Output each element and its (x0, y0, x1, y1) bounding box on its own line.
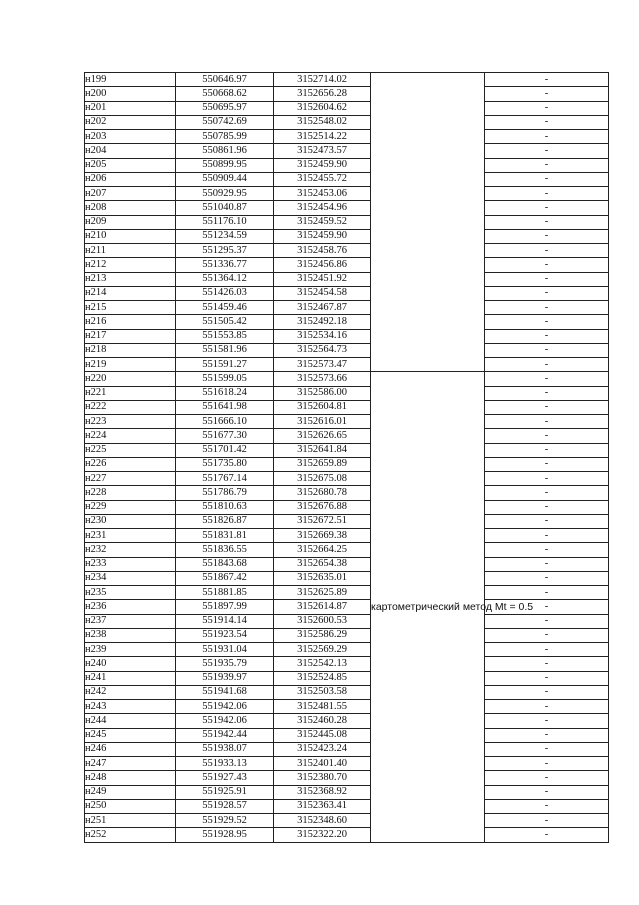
accuracy-dash-cell: - (485, 742, 609, 756)
coordinates-table-body (85, 73, 609, 843)
point-name-cell: н214 (85, 286, 176, 300)
x-coordinate-cell: 551843.68 (176, 557, 274, 571)
accuracy-dash-cell: - (485, 400, 609, 414)
y-coordinate-cell: 3152604.62 (274, 101, 371, 115)
accuracy-dash-cell: - (485, 73, 609, 87)
point-name-cell: н219 (85, 358, 176, 372)
table-row (85, 586, 609, 600)
x-coordinate-cell: 551914.14 (176, 614, 274, 628)
point-name-cell: н206 (85, 172, 176, 186)
y-coordinate-cell: 3152423.24 (274, 742, 371, 756)
x-coordinate-cell: 551581.96 (176, 343, 274, 357)
x-coordinate-cell: 551897.99 (176, 600, 274, 614)
accuracy-dash-cell: - (485, 529, 609, 543)
y-coordinate-cell: 3152348.60 (274, 814, 371, 828)
table-row (85, 828, 609, 842)
table-row (85, 486, 609, 500)
table-row (85, 557, 609, 571)
table-row (85, 201, 609, 215)
point-name-cell: н200 (85, 87, 176, 101)
x-coordinate-cell: 551928.95 (176, 828, 274, 842)
x-coordinate-cell: 551666.10 (176, 415, 274, 429)
table-row (85, 671, 609, 685)
x-coordinate-cell: 550646.97 (176, 73, 274, 87)
accuracy-dash-cell: - (485, 543, 609, 557)
x-coordinate-cell: 551867.42 (176, 571, 274, 585)
y-coordinate-cell: 3152458.76 (274, 244, 371, 258)
accuracy-dash-cell: - (485, 628, 609, 642)
accuracy-dash-cell: - (485, 130, 609, 144)
table-row (85, 571, 609, 585)
point-name-cell: н245 (85, 728, 176, 742)
point-name-cell: н221 (85, 386, 176, 400)
accuracy-dash-cell: - (485, 614, 609, 628)
x-coordinate-cell: 551701.42 (176, 443, 274, 457)
point-name-cell: н228 (85, 486, 176, 500)
y-coordinate-cell: 3152459.52 (274, 215, 371, 229)
point-name-cell: н231 (85, 529, 176, 543)
table-row (85, 714, 609, 728)
y-coordinate-cell: 3152676.88 (274, 500, 371, 514)
point-name-cell: н212 (85, 258, 176, 272)
y-coordinate-cell: 3152714.02 (274, 73, 371, 87)
accuracy-dash-cell: - (485, 329, 609, 343)
point-name-cell: н246 (85, 742, 176, 756)
y-coordinate-cell: 3152492.18 (274, 315, 371, 329)
x-coordinate-cell: 551938.07 (176, 742, 274, 756)
point-name-cell: н234 (85, 571, 176, 585)
x-coordinate-cell: 551336.77 (176, 258, 274, 272)
table-row (85, 315, 609, 329)
x-coordinate-cell: 551234.59 (176, 229, 274, 243)
coordinates-table (84, 72, 609, 843)
y-coordinate-cell: 3152669.38 (274, 529, 371, 543)
accuracy-dash-cell: - (485, 700, 609, 714)
table-row (85, 343, 609, 357)
point-name-cell: н199 (85, 73, 176, 87)
accuracy-dash-cell: - (485, 657, 609, 671)
x-coordinate-cell: 551040.87 (176, 201, 274, 215)
x-coordinate-cell: 551923.54 (176, 628, 274, 642)
point-name-cell: н237 (85, 614, 176, 628)
table-row (85, 400, 609, 414)
accuracy-dash-cell: - (485, 799, 609, 813)
x-coordinate-cell: 550742.69 (176, 115, 274, 129)
point-name-cell: н208 (85, 201, 176, 215)
accuracy-dash-cell: - (485, 571, 609, 585)
y-coordinate-cell: 3152401.40 (274, 757, 371, 771)
accuracy-dash-cell: - (485, 472, 609, 486)
y-coordinate-cell: 3152548.02 (274, 115, 371, 129)
x-coordinate-cell: 551941.68 (176, 685, 274, 699)
y-coordinate-cell: 3152573.47 (274, 358, 371, 372)
x-coordinate-cell: 551735.80 (176, 457, 274, 471)
y-coordinate-cell: 3152625.89 (274, 586, 371, 600)
accuracy-dash-cell: - (485, 785, 609, 799)
accuracy-dash-cell: - (485, 201, 609, 215)
table-row (85, 728, 609, 742)
accuracy-dash-cell: - (485, 372, 609, 386)
accuracy-dash-cell: - (485, 415, 609, 429)
y-coordinate-cell: 3152514.22 (274, 130, 371, 144)
point-name-cell: н233 (85, 557, 176, 571)
y-coordinate-cell: 3152626.65 (274, 429, 371, 443)
table-row (85, 187, 609, 201)
y-coordinate-cell: 3152604.81 (274, 400, 371, 414)
y-coordinate-cell: 3152368.92 (274, 785, 371, 799)
table-row (85, 472, 609, 486)
accuracy-dash-cell: - (485, 215, 609, 229)
x-coordinate-cell: 551928.57 (176, 799, 274, 813)
y-coordinate-cell: 3152564.73 (274, 343, 371, 357)
x-coordinate-cell: 551553.85 (176, 329, 274, 343)
accuracy-dash-cell: - (485, 272, 609, 286)
y-coordinate-cell: 3152656.28 (274, 87, 371, 101)
point-name-cell: н225 (85, 443, 176, 457)
accuracy-dash-cell: - (485, 814, 609, 828)
table-row (85, 229, 609, 243)
table-row (85, 514, 609, 528)
point-name-cell: н220 (85, 372, 176, 386)
table-row (85, 87, 609, 101)
x-coordinate-cell: 551942.06 (176, 700, 274, 714)
x-coordinate-cell: 551929.52 (176, 814, 274, 828)
accuracy-dash-cell: - (485, 443, 609, 457)
point-name-cell: н209 (85, 215, 176, 229)
y-coordinate-cell: 3152664.25 (274, 543, 371, 557)
x-coordinate-cell: 551925.91 (176, 785, 274, 799)
y-coordinate-cell: 3152659.89 (274, 457, 371, 471)
y-coordinate-cell: 3152456.86 (274, 258, 371, 272)
point-name-cell: н201 (85, 101, 176, 115)
accuracy-dash-cell: - (485, 771, 609, 785)
point-name-cell: н235 (85, 586, 176, 600)
point-name-cell: н226 (85, 457, 176, 471)
table-row (85, 742, 609, 756)
table-row (85, 799, 609, 813)
point-name-cell: н251 (85, 814, 176, 828)
point-name-cell: н227 (85, 472, 176, 486)
y-coordinate-cell: 3152481.55 (274, 700, 371, 714)
y-coordinate-cell: 3152586.29 (274, 628, 371, 642)
table-row (85, 329, 609, 343)
accuracy-dash-cell: - (485, 158, 609, 172)
accuracy-dash-cell: - (485, 643, 609, 657)
point-name-cell: н216 (85, 315, 176, 329)
point-name-cell: н223 (85, 415, 176, 429)
accuracy-dash-cell: - (485, 343, 609, 357)
table-row (85, 500, 609, 514)
point-name-cell: н215 (85, 301, 176, 315)
x-coordinate-cell: 551459.46 (176, 301, 274, 315)
x-coordinate-cell: 551618.24 (176, 386, 274, 400)
y-coordinate-cell: 3152680.78 (274, 486, 371, 500)
accuracy-dash-cell: - (485, 429, 609, 443)
y-coordinate-cell: 3152600.53 (274, 614, 371, 628)
accuracy-dash-cell: - (485, 229, 609, 243)
y-coordinate-cell: 3152322.20 (274, 828, 371, 842)
accuracy-dash-cell: - (485, 486, 609, 500)
y-coordinate-cell: 3152675.08 (274, 472, 371, 486)
accuracy-dash-cell: - (485, 301, 609, 315)
point-name-cell: н248 (85, 771, 176, 785)
table-row (85, 101, 609, 115)
x-coordinate-cell: 550695.97 (176, 101, 274, 115)
x-coordinate-cell: 551826.87 (176, 514, 274, 528)
point-name-cell: н240 (85, 657, 176, 671)
point-name-cell: н211 (85, 244, 176, 258)
accuracy-dash-cell: - (485, 172, 609, 186)
point-name-cell: н239 (85, 643, 176, 657)
point-name-cell: н207 (85, 187, 176, 201)
point-name-cell: н217 (85, 329, 176, 343)
x-coordinate-cell: 551935.79 (176, 657, 274, 671)
table-row (85, 115, 609, 129)
x-coordinate-cell: 551881.85 (176, 586, 274, 600)
table-row (85, 685, 609, 699)
accuracy-dash-cell: - (485, 500, 609, 514)
accuracy-dash-cell: - (485, 828, 609, 842)
x-coordinate-cell: 550668.62 (176, 87, 274, 101)
table-row (85, 172, 609, 186)
accuracy-dash-cell: - (485, 728, 609, 742)
y-coordinate-cell: 3152473.57 (274, 144, 371, 158)
accuracy-dash-cell: - (485, 457, 609, 471)
y-coordinate-cell: 3152635.01 (274, 571, 371, 585)
y-coordinate-cell: 3152380.70 (274, 771, 371, 785)
table-row (85, 415, 609, 429)
accuracy-dash-cell: - (485, 514, 609, 528)
accuracy-dash-cell: - (485, 685, 609, 699)
y-coordinate-cell: 3152451.92 (274, 272, 371, 286)
accuracy-dash-cell: - (485, 258, 609, 272)
point-name-cell: н213 (85, 272, 176, 286)
y-coordinate-cell: 3152524.85 (274, 671, 371, 685)
point-name-cell: н210 (85, 229, 176, 243)
point-name-cell: н229 (85, 500, 176, 514)
table-row (85, 386, 609, 400)
y-coordinate-cell: 3152672.51 (274, 514, 371, 528)
point-name-cell: н247 (85, 757, 176, 771)
y-coordinate-cell: 3152542.13 (274, 657, 371, 671)
y-coordinate-cell: 3152616.01 (274, 415, 371, 429)
x-coordinate-cell: 551599.05 (176, 372, 274, 386)
method-cell-empty (371, 73, 485, 372)
point-name-cell: н203 (85, 130, 176, 144)
x-coordinate-cell: 550899.95 (176, 158, 274, 172)
accuracy-dash-cell: - (485, 557, 609, 571)
y-coordinate-cell: 3152467.87 (274, 301, 371, 315)
x-coordinate-cell: 551767.14 (176, 472, 274, 486)
point-name-cell: н204 (85, 144, 176, 158)
point-name-cell: н250 (85, 799, 176, 813)
point-name-cell: н236 (85, 600, 176, 614)
table-row (85, 700, 609, 714)
table-row (85, 543, 609, 557)
point-name-cell: н242 (85, 685, 176, 699)
y-coordinate-cell: 3152641.84 (274, 443, 371, 457)
table-row (85, 130, 609, 144)
x-coordinate-cell: 551641.98 (176, 400, 274, 414)
y-coordinate-cell: 3152460.28 (274, 714, 371, 728)
accuracy-dash-cell: - (485, 187, 609, 201)
table-row (85, 614, 609, 628)
point-name-cell: н202 (85, 115, 176, 129)
y-coordinate-cell: 3152454.96 (274, 201, 371, 215)
x-coordinate-cell: 551942.06 (176, 714, 274, 728)
x-coordinate-cell: 551505.42 (176, 315, 274, 329)
x-coordinate-cell: 551426.03 (176, 286, 274, 300)
x-coordinate-cell: 551933.13 (176, 757, 274, 771)
x-coordinate-cell: 551927.43 (176, 771, 274, 785)
table-row (85, 443, 609, 457)
table-row (85, 244, 609, 258)
table-row (85, 529, 609, 543)
table-row (85, 158, 609, 172)
y-coordinate-cell: 3152453.06 (274, 187, 371, 201)
y-coordinate-cell: 3152459.90 (274, 229, 371, 243)
accuracy-dash-cell: - (485, 358, 609, 372)
table-row (85, 144, 609, 158)
accuracy-dash-cell: - (485, 714, 609, 728)
table-row (85, 301, 609, 315)
y-coordinate-cell: 3152455.72 (274, 172, 371, 186)
accuracy-dash-cell: - (485, 757, 609, 771)
point-name-cell: н249 (85, 785, 176, 799)
x-coordinate-cell: 551939.97 (176, 671, 274, 685)
table-row (85, 643, 609, 657)
accuracy-dash-cell: - (485, 600, 609, 614)
table-row (85, 73, 609, 87)
point-name-cell: н241 (85, 671, 176, 685)
x-coordinate-cell: 551591.27 (176, 358, 274, 372)
method-cell: картометрический метод Mt = 0.5 (371, 372, 485, 842)
table-row (85, 372, 609, 386)
x-coordinate-cell: 550861.96 (176, 144, 274, 158)
y-coordinate-cell: 3152534.16 (274, 329, 371, 343)
accuracy-dash-cell: - (485, 144, 609, 158)
y-coordinate-cell: 3152573.66 (274, 372, 371, 386)
x-coordinate-cell: 551295.37 (176, 244, 274, 258)
point-name-cell: н224 (85, 429, 176, 443)
point-name-cell: н243 (85, 700, 176, 714)
point-name-cell: н238 (85, 628, 176, 642)
y-coordinate-cell: 3152569.29 (274, 643, 371, 657)
accuracy-dash-cell: - (485, 671, 609, 685)
table-row (85, 757, 609, 771)
x-coordinate-cell: 550785.99 (176, 130, 274, 144)
table-row (85, 657, 609, 671)
table-row (85, 628, 609, 642)
point-name-cell: н230 (85, 514, 176, 528)
table-row (85, 785, 609, 799)
accuracy-dash-cell: - (485, 101, 609, 115)
accuracy-dash-cell: - (485, 386, 609, 400)
point-name-cell: н244 (85, 714, 176, 728)
y-coordinate-cell: 3152503.58 (274, 685, 371, 699)
accuracy-dash-cell: - (485, 244, 609, 258)
table-row (85, 272, 609, 286)
y-coordinate-cell: 3152586.00 (274, 386, 371, 400)
point-name-cell: н205 (85, 158, 176, 172)
x-coordinate-cell: 551831.81 (176, 529, 274, 543)
table-row (85, 358, 609, 372)
y-coordinate-cell: 3152454.58 (274, 286, 371, 300)
point-name-cell: н222 (85, 400, 176, 414)
y-coordinate-cell: 3152459.90 (274, 158, 371, 172)
point-name-cell: н218 (85, 343, 176, 357)
table-row (85, 215, 609, 229)
accuracy-dash-cell: - (485, 115, 609, 129)
y-coordinate-cell: 3152654.38 (274, 557, 371, 571)
x-coordinate-cell: 551364.12 (176, 272, 274, 286)
x-coordinate-cell: 551176.10 (176, 215, 274, 229)
y-coordinate-cell: 3152614.87 (274, 600, 371, 614)
x-coordinate-cell: 551786.79 (176, 486, 274, 500)
x-coordinate-cell: 551810.63 (176, 500, 274, 514)
table-row (85, 457, 609, 471)
y-coordinate-cell: 3152445.08 (274, 728, 371, 742)
x-coordinate-cell: 551931.04 (176, 643, 274, 657)
accuracy-dash-cell: - (485, 586, 609, 600)
table-row (85, 429, 609, 443)
accuracy-dash-cell: - (485, 87, 609, 101)
table-row (85, 814, 609, 828)
accuracy-dash-cell: - (485, 286, 609, 300)
table-row (85, 771, 609, 785)
x-coordinate-cell: 551942.44 (176, 728, 274, 742)
x-coordinate-cell: 550909.44 (176, 172, 274, 186)
accuracy-dash-cell: - (485, 315, 609, 329)
x-coordinate-cell: 550929.95 (176, 187, 274, 201)
table-row (85, 286, 609, 300)
x-coordinate-cell: 551836.55 (176, 543, 274, 557)
table-row (85, 258, 609, 272)
x-coordinate-cell: 551677.30 (176, 429, 274, 443)
point-name-cell: н232 (85, 543, 176, 557)
y-coordinate-cell: 3152363.41 (274, 799, 371, 813)
point-name-cell: н252 (85, 828, 176, 842)
